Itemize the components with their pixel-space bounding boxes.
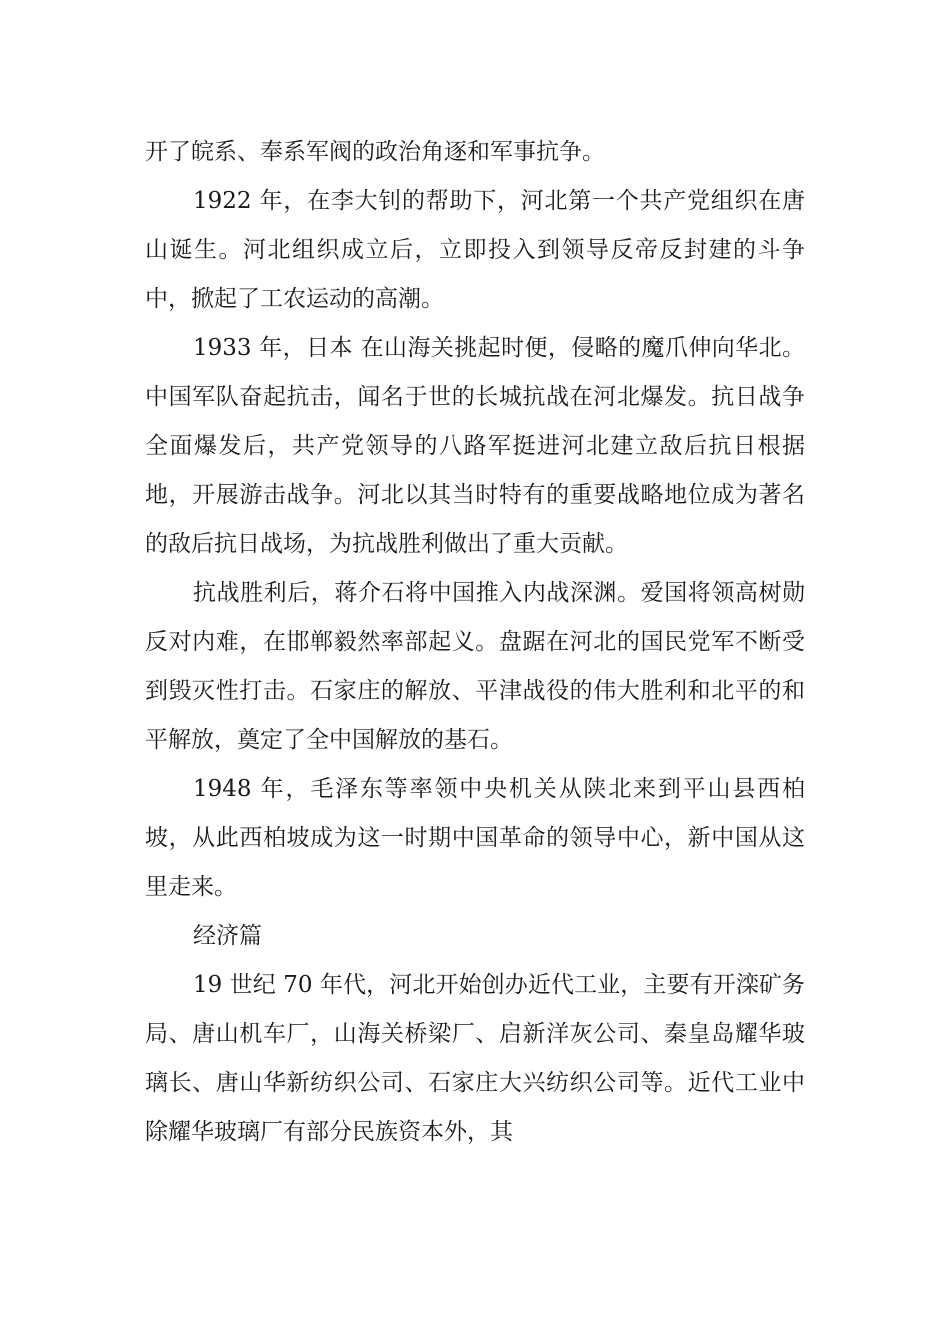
document-body xyxy=(145,128,805,1157)
paragraph-1948: 1948 年，毛泽东等率领中央机关从陕北来到平山县西柏坡，从此西柏坡成为这一时期中国革命的领导中心，新中国从这里走来。 xyxy=(145,776,805,900)
paragraph-continuation: 开了皖系、奉系军阀的政治角逐和军事抗争。 xyxy=(145,139,605,165)
paragraph-post-war: 抗战胜利后，蒋介石将中国推入内战深渊。爱国将领高树勋反对内难，在邯郸毅然率部起义。盘踞在河北的国民党军不断受到毁灭性打击。石家庄的解放、平津战役的伟大胜利和北平的和平解放，奠定了全中国解放的基石。 xyxy=(145,580,805,753)
section-heading-economy: 经济篇 xyxy=(193,923,262,949)
paragraph-1933: 1933 年，日本 在山海关挑起时便，侵略的魔爪伸向华北。中国军队奋起抗击，闻名于世的长城抗战在河北爆发。抗日战争全面爆发后，共产党领导的八路军挺进河北建立敌后抗日根据地，开展游击战争。河北以其当时特有的重要战略地位成为著名的敌后抗日战场，为抗战胜利做出了重大贡献。 xyxy=(145,335,805,557)
paragraph-1922: 1922 年，在李大钊的帮助下，河北第一个共产党组织在唐山诞生。河北组织成立后，立即投入到领导反帝反封建的斗争中，掀起了工农运动的高潮。 xyxy=(145,188,805,312)
paragraph-19th-century: 19 世纪 70 年代，河北开始创办近代工业，主要有开滦矿务局、唐山机车厂，山海关桥梁厂、启新洋灰公司、秦皇岛耀华玻璃长、唐山华新纺织公司、石家庄大兴纺织公司等。近代工业中除耀华玻璃厂有部分民族资本外，其 xyxy=(145,972,805,1145)
